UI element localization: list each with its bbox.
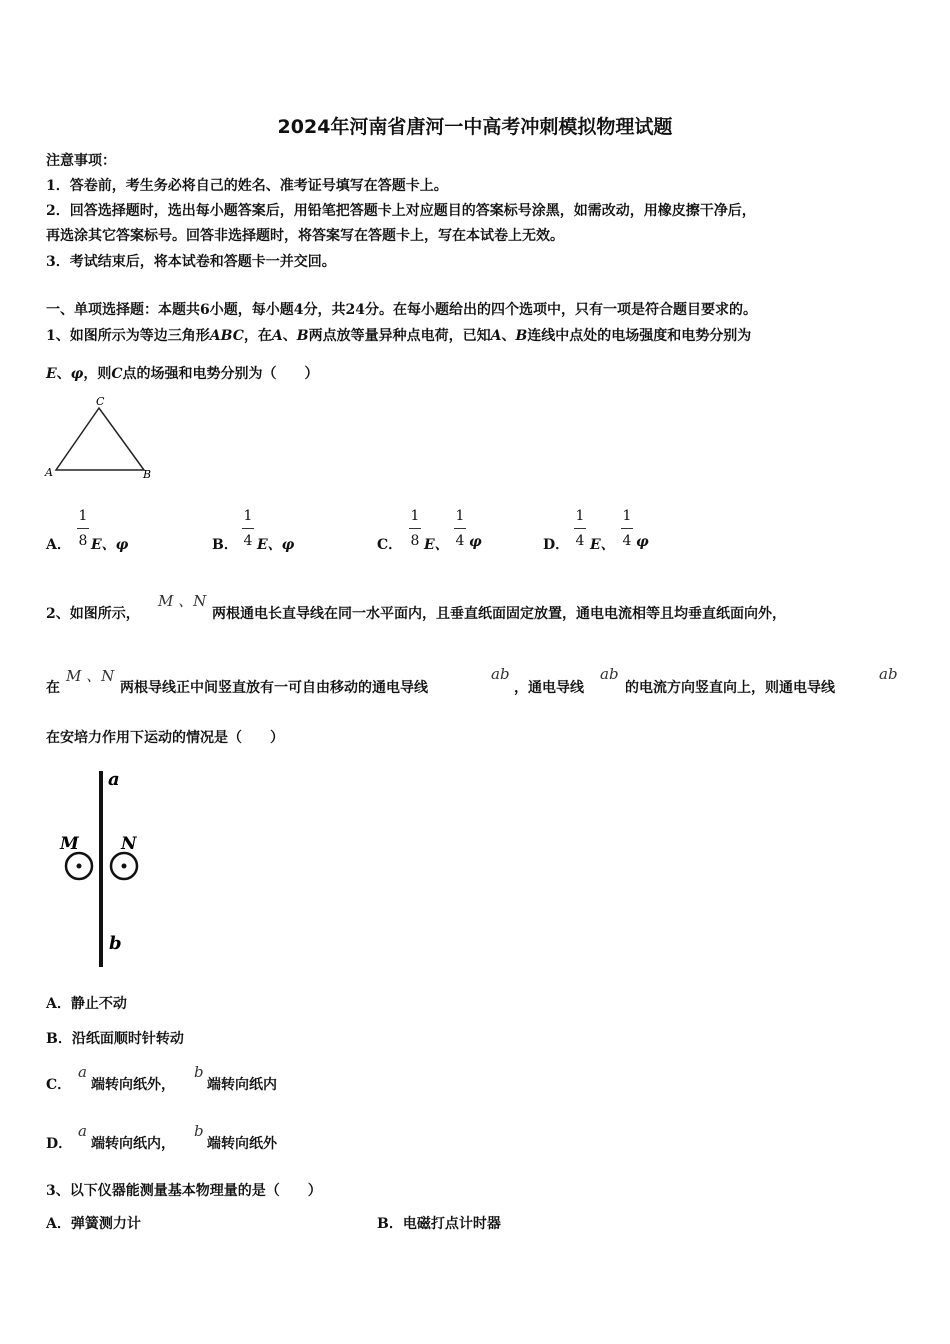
option-text: E、φ [257,537,295,553]
wire-end-a-label: a [108,769,120,790]
q3-stem: 3、以下仪器能测量基本物理量的是（ ） [46,1183,322,1199]
q2-ab-symbol-1: ab [491,665,510,683]
option-label: D． [46,1136,73,1152]
wire-end-b-label: b [109,933,122,954]
option-label: C． [46,1077,72,1093]
fraction: 1 4 [575,508,585,549]
wire-m-label: M [60,834,79,854]
symbol-b: b [194,1063,204,1081]
q2-ab-symbol-2: ab [600,665,619,683]
q1-stem-line1: 1、如图所示为等边三角形ABC，在A、B两点放等量异种点电荷，已知A、B连线中点处的电场强度和电势分别为 [46,328,752,344]
wire-n-label: N [121,834,137,854]
q2-option-b[interactable]: B．沿纸面顺时针转动 [46,1031,184,1047]
section-heading: 一、单项选择题：本题共6小题，每小题4分，共24分。在每小题给出的四个选项中，只有一项是符合题目要求的。 [46,302,757,318]
fraction: 1 4 [455,508,465,549]
option-text-2: φ [469,534,482,550]
option-label: A． [46,537,71,553]
vertex-b-label: B [143,468,152,481]
symbol-a: a [78,1063,87,1081]
vertex-a-label: A [45,466,53,479]
notes-item-2: 2．回答选择题时，选出每小题答案后，用铅笔把答题卡上对应题目的答案标号涂黑，如需改动，用橡皮擦干净后， [46,203,756,219]
q2-stem-line1-prefix: 2、如图所示， [46,606,140,622]
page-title: 2024年河南省唐河一中高考冲刺模拟物理试题 [277,116,673,138]
q2-stem-line2-mid: 两根导线正中间竖直放有一可自由移动的通电导线 [120,680,428,696]
option-text-2: 端转向纸外 [207,1136,277,1152]
notes-heading: 注意事项： [46,153,116,169]
fraction: 1 8 [410,508,420,549]
q2-stem-line2-mid3: 的电流方向竖直向上，则通电导线 [625,680,835,696]
q3-option-b[interactable]: B．电磁打点计时器 [377,1216,501,1232]
vertex-c-label: C [96,395,105,408]
wire-n-dot [122,864,127,869]
symbol-b: b [194,1122,204,1140]
symbol-a: a [78,1122,87,1140]
q2-wire-figure [55,765,160,975]
option-text-1: 端转向纸内， [91,1136,175,1152]
q2-ab-symbol-3: ab [879,665,898,683]
option-text-2: φ [636,534,649,550]
option-text: E、φ [91,537,129,553]
wire-m-dot [77,864,82,869]
fraction: 1 4 [622,508,632,549]
option-label: C． [377,537,403,553]
q1-triangle-figure [40,392,165,484]
option-text: E、 [424,537,449,553]
q2-stem-line1-rest: 两根通电长直导线在同一水平面内，且垂直纸面固定放置，通电电流相等且均垂直纸面向外， [212,606,786,622]
q3-option-a[interactable]: A．弹簧测力计 [46,1216,141,1232]
triangle-shape [56,408,144,470]
q2-mn-symbol-2: M 、N [66,667,115,685]
notes-item-2-cont: 再选涂其它答案标号。回答非选择题时，将答案写在答题卡上，写在本试卷上无效。 [46,228,564,244]
q2-stem-line2-prefix: 在 [46,680,60,696]
q2-option-a[interactable]: A．静止不动 [46,996,127,1012]
option-label: D． [543,537,570,553]
notes-item-1: 1．答卷前，考生务必将自己的姓名、准考证号填写在答题卡上。 [46,178,448,194]
q1-stem-line2: E、φ，则C点的场强和电势分别为（ ） [46,366,319,382]
q2-stem-line3: 在安培力作用下运动的情况是（ ） [46,730,284,746]
fraction: 1 8 [78,508,88,549]
option-text-1: 端转向纸外， [91,1077,175,1093]
q2-mn-symbol: M 、N [158,592,207,610]
notes-item-3: 3．考试结束后，将本试卷和答题卡一并交回。 [46,254,336,270]
option-text: E、 [590,537,615,553]
option-text-2: 端转向纸内 [207,1077,277,1093]
fraction: 1 4 [243,508,253,549]
option-label: B． [212,537,238,553]
q2-stem-line2-mid2: ，通电导线 [514,680,584,696]
